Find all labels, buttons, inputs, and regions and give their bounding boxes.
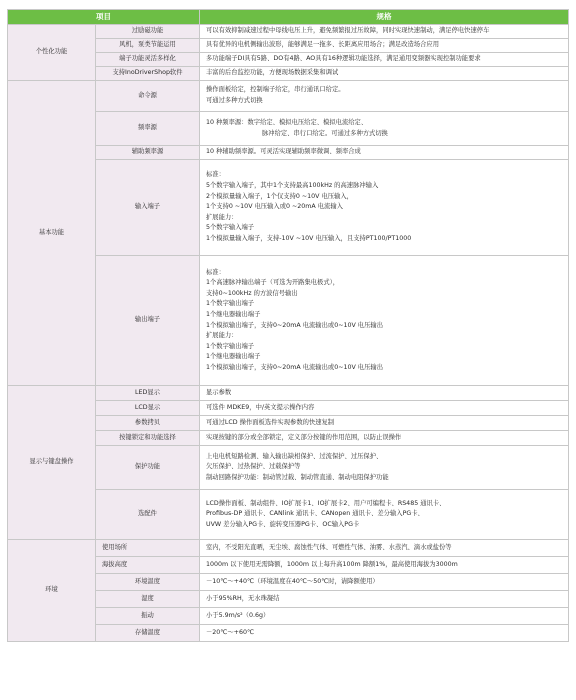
table-row: [8, 386, 569, 401]
spec-cell: [200, 416, 569, 431]
spec-line: －20℃～+60℃: [206, 628, 255, 636]
item-label: 输入端子: [96, 160, 200, 256]
spec-cell: [200, 557, 569, 574]
item-label: 保护功能: [96, 446, 200, 490]
spec-line: 10 种辅助频率源。可灵活实现辅助频率微调、频率合成: [206, 148, 361, 156]
item-label: 海拔高度: [96, 557, 200, 574]
spec-table: [7, 9, 569, 642]
item-label: 端子功能灵活多样化: [96, 53, 200, 67]
spec-line: 室内，不受阳光直晒，无尘埃、腐蚀性气体、可燃性气体、油雾、水蒸汽、滴水或盐份等: [206, 543, 452, 551]
spec-line: 可选件 MDKE9，中/英文提示操作内容: [206, 403, 315, 411]
item-label: 存储温度: [96, 625, 200, 642]
spec-line: 实现按键的部分或全部锁定，定义部分按键的作用范围，以防止误操作: [206, 433, 402, 441]
spec-cell: [200, 81, 569, 112]
spec-cell: [200, 25, 569, 39]
spec-cell: [200, 574, 569, 591]
spec-line: 5个数字输入端子: [206, 224, 255, 232]
spec-cell: [200, 608, 569, 625]
category-basic: 基本功能: [8, 81, 96, 386]
spec-line: 1个模拟输出端子，支持0~20mA 电流输出或0~10V 电压输出: [206, 321, 383, 329]
item-label: 使用场所: [96, 540, 200, 557]
spec-line: 多功能端子DI具有5路、DO有4路、AO具有16种逻辑功能选择，满足通用变频器实现控制功能要求: [206, 55, 481, 63]
item-label: 风机，泵类节能运用: [96, 39, 200, 53]
item-label: 振动: [96, 608, 200, 625]
spec-line: LCD操作面板、制动组件、IO扩展卡1、IO扩展卡2、用户可编程卡、RS485 通讯卡、: [206, 499, 446, 507]
spec-line: 可通过LCD 操作面板选件实现参数的快速复制: [206, 418, 335, 426]
spec-cell: [200, 256, 569, 386]
spec-line: 扩展能力：: [206, 213, 238, 221]
spec-line: 小于95%RH，无水珠凝结: [206, 594, 280, 602]
spec-line: 支持0~100kHz 的方波信号输出: [206, 289, 298, 297]
spec-line: 1个继电器输出端子: [206, 353, 261, 361]
table-header: [8, 10, 569, 25]
spec-line: 1个数字输出端子: [206, 342, 255, 350]
spec-line: 10 种频率源：数字给定、模拟电压给定、模拟电流给定、: [206, 118, 368, 126]
item-label: 湿度: [96, 591, 200, 608]
item-label: 参数拷贝: [96, 416, 200, 431]
spec-line: 丰富的后台监控功能，方便现场数据采集和调试: [206, 69, 339, 77]
spec-line: 1个模拟量输入端子，支持-10V ~10V 电压输入，且支持PT100/PT1000: [206, 234, 412, 242]
table-row: [8, 81, 569, 112]
spec-line: －10℃～+40℃（环境温度在40℃～50℃时，请降额使用）: [206, 577, 379, 585]
spec-cell: [200, 401, 569, 416]
spec-line: 1个支持0 ~10V 电压输入或0 ~20mA 电流输入: [206, 203, 343, 211]
spec-line: 可通过多种方式切换: [206, 97, 263, 104]
category-environment: 环境: [8, 540, 96, 642]
item-label: LED显示: [96, 386, 200, 401]
spec-line: 1个继电器输出端子: [206, 310, 261, 318]
spec-line: UVW 差分输入PG卡、旋转变压器PG卡、OC输入PG卡: [206, 520, 360, 528]
spec-cell: [200, 431, 569, 446]
spec-cell: [200, 67, 569, 81]
spec-cell: [200, 446, 569, 490]
spec-line: Profibus-DP 通讯卡、CANlink 通讯卡、CANopen 通讯卡、差分输入PG卡、: [206, 510, 424, 518]
spec-cell: [200, 591, 569, 608]
item-label: 辅助频率源: [96, 146, 200, 160]
spec-line: 1000m 以下使用无需降额，1000m 以上每升高100m 降额1%，最高使用海拔为3000m: [206, 560, 458, 568]
spec-cell: [200, 490, 569, 540]
spec-cell: [200, 625, 569, 642]
item-label: 频率源: [96, 112, 200, 146]
spec-cell: [200, 146, 569, 160]
item-label: 命令源: [96, 81, 200, 112]
spec-cell: [200, 39, 569, 53]
spec-line: 制动回路保护功能：制动管过载、制动管直通、制动电阻保护功能: [206, 473, 389, 481]
table-row: [8, 540, 569, 557]
item-label: 按键锁定和功能选择: [96, 431, 200, 446]
spec-cell: [200, 386, 569, 401]
header-spec: 规格: [200, 10, 569, 25]
item-label: 选配件: [96, 490, 200, 540]
category-personalized: 个性化功能: [8, 25, 96, 81]
item-label: 输出端子: [96, 256, 200, 386]
spec-line: 2个模拟量输入端子，1个仅支持0 ~10V 电压输入，: [206, 192, 353, 200]
spec-line: 1个数字输出端子: [206, 300, 255, 308]
spec-line: 欠压保护、过热保护、过载保护等: [206, 463, 301, 471]
spec-line: 脉冲给定、串行口给定。可通过多种方式切换: [262, 129, 388, 137]
spec-line: 标准：: [206, 171, 225, 179]
spec-line: 扩展能力：: [206, 332, 238, 340]
spec-line: 小于5.9m/s²（0.6g）: [206, 611, 270, 619]
spec-line: 上电电机短路检测、输入输出缺相保护、过流保护、过压保护、: [206, 452, 383, 460]
spec-line: 操作面板给定，控制端子给定，串行通讯口给定。: [206, 86, 345, 94]
spec-line: 显示参数: [206, 388, 232, 396]
spec-cell: [200, 540, 569, 557]
spec-line: 具有优异的电机侧输出波形，能够满足一拖多、长距离应用场合；满足改造场合应用: [206, 41, 439, 49]
spec-cell: [200, 160, 569, 256]
item-label: 支持InoDriverShop软件: [96, 67, 200, 81]
spec-line: 可以有效抑制减速过程中母线电压上升，避免频繁报过压故障，同时实现快速制动，满足停电快速停车: [206, 27, 490, 35]
item-label: 过励磁功能: [96, 25, 200, 39]
category-display-keyboard: 显示与键盘操作: [8, 386, 96, 540]
item-label: LCD显示: [96, 401, 200, 416]
header-item: 项目: [8, 10, 200, 25]
spec-line: 1个高速脉冲输出端子（可选为开路集电极式），: [206, 279, 340, 287]
spec-cell: [200, 53, 569, 67]
spec-line: 1个模拟输出端子，支持0~20mA 电流输出或0~10V 电压输出: [206, 363, 383, 371]
spec-line: 标准：: [206, 268, 225, 276]
table-row: [8, 25, 569, 39]
spec-line: 5个数字输入端子，其中1个支持最高100kHz 的高速脉冲输入: [206, 182, 379, 190]
item-label: 环境温度: [96, 574, 200, 591]
spec-cell: [200, 112, 569, 146]
